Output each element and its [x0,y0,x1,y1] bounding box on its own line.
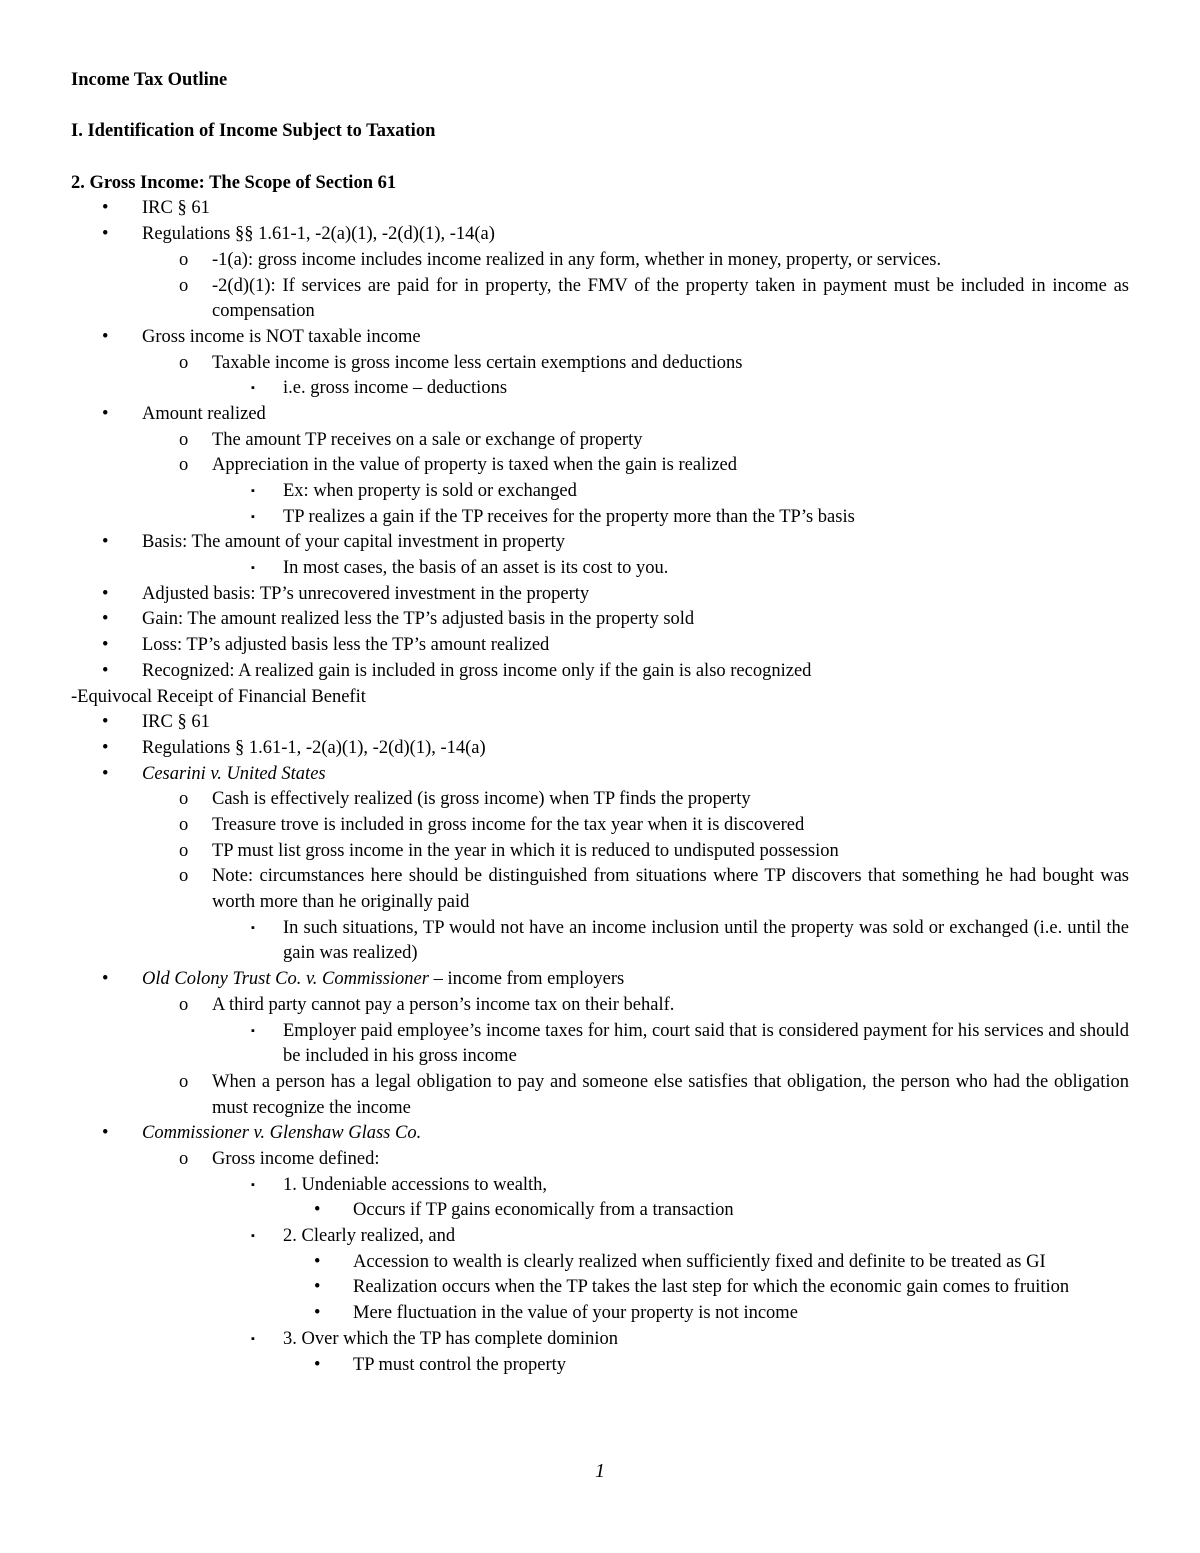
outline-item [71,582,1129,608]
outline-item [71,274,1129,325]
outline-item [71,1198,1129,1224]
outline-item [71,659,1129,685]
bullet-marker: • [102,326,109,347]
outline-text: Loss: TP’s adjusted basis less the TP’s amount realized [142,635,550,656]
outline-text: TP realizes a gain if the TP receives for the property more than the TP’s basis [283,506,855,527]
outline-text: The amount TP receives on a sale or exchange of property [212,429,643,450]
outline-item [71,1301,1129,1327]
outline-item [71,813,1129,839]
outline-text: Gain: The amount realized less the TP’s adjusted basis in the property sold [142,609,695,630]
subsection-heading: 2. Gross Income: The Scope of Section 61 [71,172,397,193]
outline-text: Appreciation in the value of property is taxed when the gain is realized [212,455,738,476]
square-marker: ▪ [251,1024,255,1037]
circle-marker: o [179,352,189,373]
bullet-marker: • [102,224,109,245]
bullet-marker: • [314,1303,321,1324]
outline-item [71,376,1129,402]
outline-item [71,1224,1129,1250]
outline-text: 1. Undeniable accessions to wealth, [283,1174,548,1195]
bullet-marker: • [314,1277,321,1298]
outline-text: Cash is effectively realized (is gross income) when TP finds the property [212,789,751,810]
outline-item [71,428,1129,454]
outline-text: Recognized: A realized gain is included in gross income only if the gain is also recognized [142,660,812,681]
outline-text: Basis: The amount of your capital investment in property [142,532,566,553]
outline-text: TP must list gross income in the year in which it is reduced to undisputed possession [212,840,839,861]
bullet-marker: • [102,583,109,604]
outline-item [71,479,1129,505]
outline-text: Mere fluctuation in the value of your property is not income [353,1303,798,1324]
page-number: 1 [595,1460,605,1482]
outline-item [71,787,1129,813]
square-marker: ▪ [251,921,255,934]
circle-marker: o [179,275,189,296]
square-marker: ▪ [251,1332,255,1345]
square-marker: ▪ [251,1178,255,1191]
outline-item [71,402,1129,428]
outline-item [71,1121,1129,1147]
bullet-marker: • [102,198,109,219]
outline-item [71,222,1129,248]
outline-item [71,556,1129,582]
case-name: Commissioner v. Glenshaw Glass Co. [142,1123,422,1144]
outline-item [71,1173,1129,1199]
circle-marker: o [179,789,189,810]
circle-marker: o [179,866,189,887]
document-title: Income Tax Outline [71,70,228,90]
outline-text: i.e. gross income – deductions [283,378,508,399]
outline-item [71,1019,1129,1070]
outline-item [71,607,1129,633]
square-marker: ▪ [251,485,255,498]
outline-item [71,762,1129,788]
outline-text: TP must control the property [353,1354,567,1375]
outline-text: -2(d)(1): If services are paid for in property, the FMV of the property taken in payment must be included in income as compensation [212,275,1129,322]
outline-text: IRC § 61 [142,712,210,733]
square-marker: ▪ [251,382,255,395]
outline-text: – income from employers [428,969,625,990]
outline-text: Amount realized [142,403,266,424]
outline-item [71,1070,1129,1121]
bullet-marker: • [314,1251,321,1272]
outline-item [71,710,1129,736]
outline-text: Taxable income is gross income less certain exemptions and deductions [212,352,743,373]
outline-item [71,1327,1129,1353]
outline-item [71,1147,1129,1173]
bullet-marker: • [102,660,109,681]
spacer [71,94,1129,120]
outline-text: In such situations, TP would not have an income inclusion until the property was sold or exchanged (i.e. until the gain was realized) [283,917,1129,964]
square-marker: ▪ [251,562,255,575]
bullet-marker: • [102,969,109,990]
outline-item [71,967,1129,993]
circle-marker: o [179,1071,189,1092]
outline-text: 3. Over which the TP has complete dominion [283,1328,618,1349]
square-marker: ▪ [251,510,255,523]
bullet-marker: • [102,403,109,424]
outline-text: 2. Clearly realized, and [283,1226,456,1247]
bullet-marker: • [314,1354,321,1375]
bullet-marker: • [102,609,109,630]
case-name: Cesarini v. United States [142,763,326,784]
outline-item [71,839,1129,865]
outline-item [71,325,1129,351]
bullet-marker: • [102,737,109,758]
outline-item [71,993,1129,1019]
circle-marker: o [179,840,189,861]
bullet-marker: • [102,712,109,733]
outline-item [71,196,1129,222]
circle-marker: o [179,994,189,1015]
outline-item [71,864,1129,915]
case-name: Old Colony Trust Co. v. Commissioner [142,969,429,990]
outline-text: Employer paid employee’s income taxes for him, court said that is considered payment for his services and should be included in his gross income [283,1020,1129,1067]
outline-text: Treasure trove is included in gross income for the tax year when it is discovered [212,814,805,835]
outline-item [71,916,1129,967]
section-heading: I. Identification of Income Subject to Taxation [71,121,436,142]
outline-item [71,1250,1129,1276]
outline-text: A third party cannot pay a person’s income tax on their behalf. [212,994,675,1015]
outline-text: Regulations § 1.61-1, -2(a)(1), -2(d)(1), -14(a) [142,737,486,758]
outline-text: Regulations §§ 1.61-1, -2(a)(1), -2(d)(1), -14(a) [142,224,495,245]
outline-item [71,351,1129,377]
bullet-marker: • [102,532,109,553]
outline-item [71,248,1129,274]
circle-marker: o [179,1149,189,1170]
outline-text: Adjusted basis: TP’s unrecovered investment in the property [142,583,590,604]
outline-item [71,530,1129,556]
circle-marker: o [179,429,189,450]
outline-item [71,453,1129,479]
outline-text: Ex: when property is sold or exchanged [283,481,577,502]
circle-marker: o [179,249,189,270]
bullet-marker: • [102,1123,109,1144]
outline-item [71,1275,1129,1301]
outline-item [71,505,1129,531]
outline-text: In most cases, the basis of an asset is its cost to you. [283,558,669,579]
outline-item [71,1353,1129,1379]
outline-text: IRC § 61 [142,198,210,219]
circle-marker: o [179,814,189,835]
outline-text: Accession to wealth is clearly realized when sufficiently fixed and definite to be treated as GI [353,1251,1046,1272]
outline-text: When a person has a legal obligation to pay and someone else satisfies that obligation, the person who had the obligation must recognize the income [212,1071,1129,1118]
bullet-marker: • [102,635,109,656]
document-page [71,68,1129,1378]
outline-text: Note: circumstances here should be distinguished from situations where TP discovers that something he had bought was worth more than he originally paid [212,866,1129,913]
outline-text: -1(a): gross income includes income realized in any form, whether in money, property, or services. [212,249,942,270]
outline-text: Gross income is NOT taxable income [142,326,421,347]
spacer [71,145,1129,171]
outline-text: Occurs if TP gains economically from a transaction [353,1200,734,1221]
outline-text: Realization occurs when the TP takes the last step for which the economic gain comes to fruition [353,1277,1070,1298]
outline-item [71,633,1129,659]
subsection-label: -Equivocal Receipt of Financial Benefit [71,686,366,707]
bullet-marker: • [102,763,109,784]
bullet-marker: • [314,1200,321,1221]
square-marker: ▪ [251,1230,255,1243]
outline-item [71,736,1129,762]
outline-text: Gross income defined: [212,1149,380,1170]
circle-marker: o [179,455,189,476]
